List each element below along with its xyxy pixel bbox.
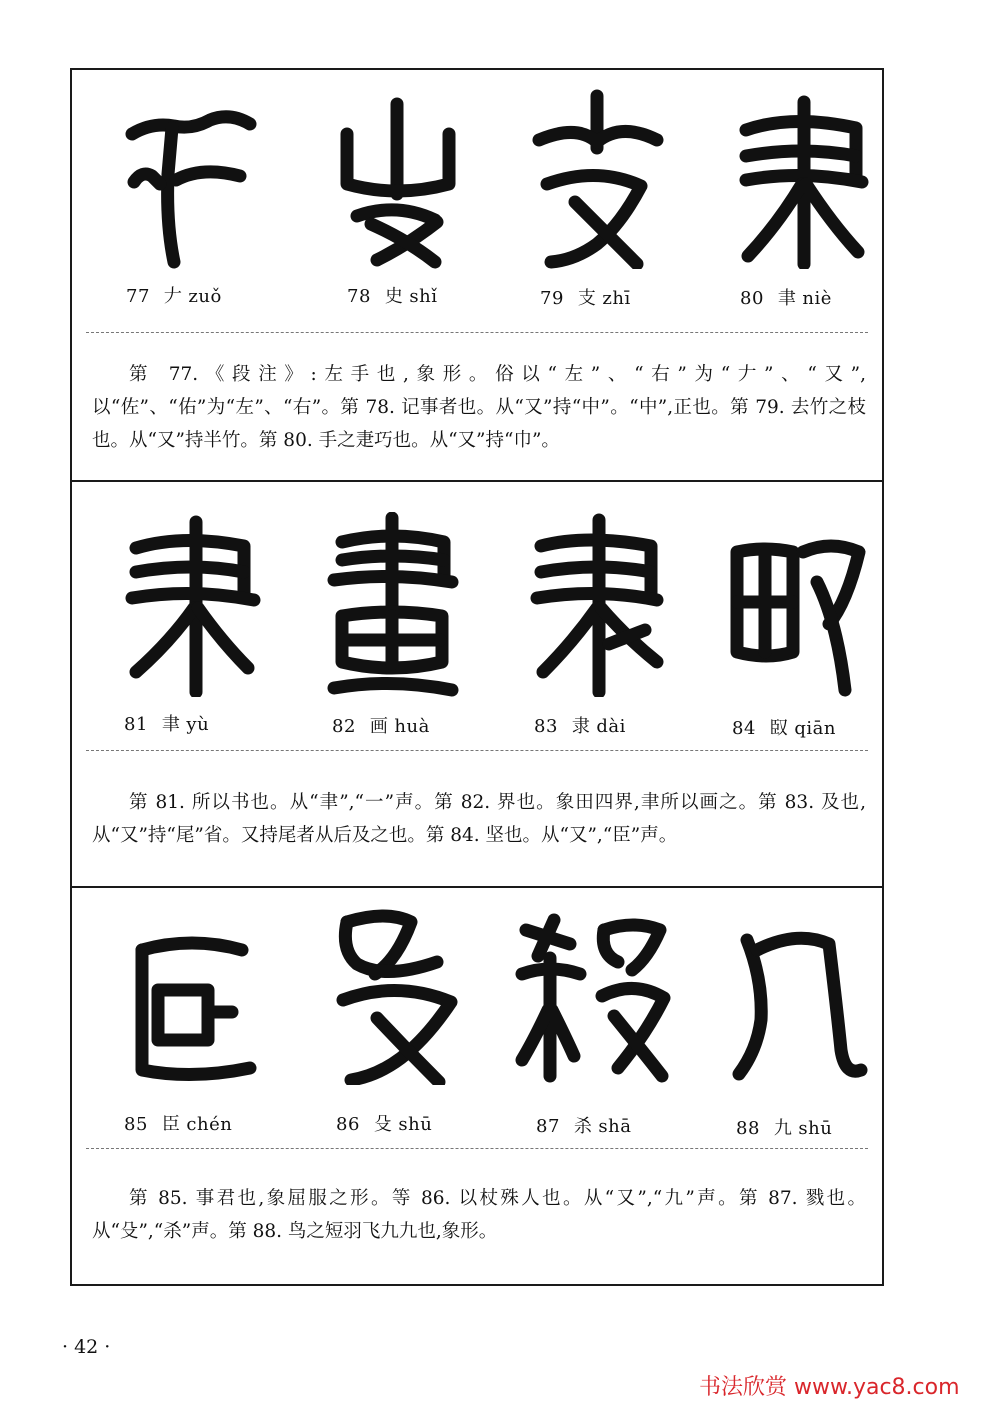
- caption-81: [124, 710, 209, 736]
- glyph-row: [72, 512, 882, 702]
- page-number: · 42 ·: [62, 1336, 111, 1358]
- item-pinyin: shā: [598, 1116, 632, 1137]
- item-pinyin: zhī: [602, 288, 631, 309]
- item-number: 83: [534, 716, 558, 737]
- item-number: 85: [124, 1114, 148, 1135]
- item-pinyin: yù: [186, 714, 210, 735]
- section-3: [72, 888, 882, 1284]
- seal-nie-icon: [722, 84, 882, 269]
- divider-dashed: [86, 1148, 868, 1149]
- caption-80: [740, 284, 832, 310]
- seal-dai-icon: [517, 512, 677, 697]
- caption-79: [540, 284, 631, 310]
- seal-sha-icon: [514, 900, 674, 1085]
- item-character: 杀: [573, 1116, 593, 1137]
- item-character: 聿: [161, 714, 181, 735]
- item-character: 𠂇: [163, 286, 183, 307]
- caption-88: [736, 1114, 832, 1140]
- seal-chen-icon: [112, 900, 272, 1085]
- section-1: [72, 70, 882, 480]
- item-number: 84: [732, 718, 756, 739]
- item-number: 81: [124, 714, 148, 735]
- seal-qian-icon: [717, 512, 877, 697]
- item-number: 77: [126, 286, 150, 307]
- item-pinyin: shǐ: [409, 286, 438, 307]
- item-pinyin: dài: [596, 716, 626, 737]
- divider-dashed: [86, 750, 868, 751]
- item-character: 聿: [777, 288, 797, 309]
- seal-yu-icon: [112, 512, 272, 697]
- item-character: 史: [384, 286, 404, 307]
- item-character: 隶: [571, 716, 591, 737]
- item-number: 87: [536, 1116, 560, 1137]
- description-2: 第 81. 所以书也。从“聿”,“一”声。第 82. 界也。象田四界,聿所以画之。第 83. 及也,从“又”持“尾”省。又持尾者从后及之也。第 84. 坚也。从“又”,“臣”声。: [92, 792, 866, 846]
- caption-84: [732, 714, 836, 740]
- item-pinyin: chén: [186, 1114, 233, 1135]
- caption-87: [536, 1112, 631, 1138]
- description-3: 第 85. 事君也,象屈服之形。等 86. 以杖殊人也。从“又”,“九”声。第 87. 戮也。从“殳”,“杀”声。第 88. 鸟之短羽飞九九也,象形。: [92, 1188, 866, 1242]
- item-number: 79: [540, 288, 564, 309]
- item-pinyin: zuǒ: [188, 286, 222, 307]
- item-pinyin: shū: [398, 1114, 433, 1135]
- caption-83: [534, 712, 626, 738]
- caption-78: [347, 282, 438, 308]
- seal-zuo-icon: [112, 84, 272, 269]
- item-character: 臤: [769, 718, 789, 739]
- item-character: 臣: [161, 1114, 181, 1135]
- item-pinyin: huà: [394, 716, 430, 737]
- caption-82: [332, 712, 430, 738]
- caption-77: [126, 282, 222, 308]
- item-number: 80: [740, 288, 764, 309]
- description-1: 第 77.《段注》:左手也,象形。俗以“左”、“右”为“𠂇”、“又”,以“佐”、“佑”为“左”、“右”。第 78. 记事者也。从“又”持“中”。“中”,正也。第 79. 去竹之枝也。从“又”持半竹。第 80. 手之疌巧也。从“又”持“巾”。: [92, 364, 866, 451]
- caption-85: [124, 1110, 232, 1136]
- item-number: 82: [332, 716, 356, 737]
- item-character: 支: [577, 288, 597, 309]
- seal-jiu-icon: [717, 900, 877, 1085]
- item-number: 78: [347, 286, 371, 307]
- item-pinyin: shū: [798, 1118, 833, 1139]
- item-pinyin: niè: [802, 288, 832, 309]
- item-character: 殳: [373, 1114, 393, 1135]
- glyph-row: [72, 900, 882, 1090]
- watermark-text: 书法欣赏 www.yac8.com: [699, 1375, 960, 1400]
- seal-shi-icon: [317, 84, 477, 269]
- seal-shu-icon: [317, 900, 477, 1085]
- item-character: 九: [773, 1118, 793, 1139]
- seal-zhi-icon: [517, 84, 677, 269]
- item-number: 86: [336, 1114, 360, 1135]
- caption-86: [336, 1110, 432, 1136]
- section-2: [72, 482, 882, 886]
- item-character: 画: [369, 716, 389, 737]
- divider-dashed: [86, 332, 868, 333]
- glyph-row: [72, 84, 882, 274]
- page-frame: [70, 68, 884, 1286]
- item-pinyin: qiān: [794, 718, 837, 739]
- seal-hua-icon: [312, 512, 472, 697]
- item-number: 88: [736, 1118, 760, 1139]
